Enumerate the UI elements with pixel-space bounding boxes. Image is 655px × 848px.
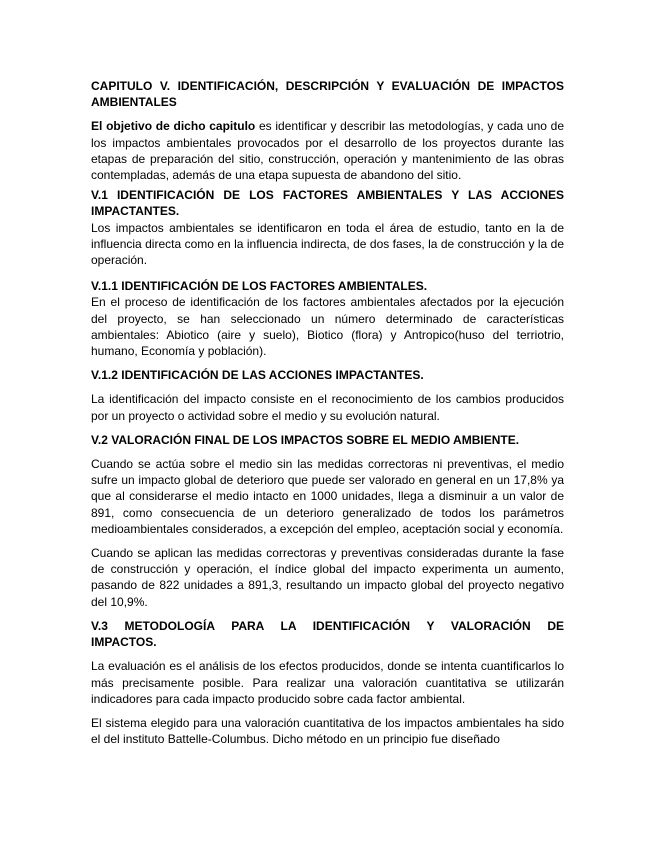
section-v3-paragraph-1: La evaluación es el análisis de los efectos producidos, donde se intenta cuantificarlos lo más precisamente posible. Para realizar una valoración cuantitativa se utilizarán indicadores para cada impacto producido sobre cada factor ambiental. bbox=[91, 659, 564, 706]
intro-paragraph bbox=[91, 118, 564, 183]
chapter-title: CAPITULO V. IDENTIFICACIÓN, DESCRIPCIÓN Y EVALUACIÓN DE IMPACTOS AMBIENTALES bbox=[91, 79, 564, 110]
section-heading-v2: V.2 VALORACIÓN FINAL DE LOS IMPACTOS SOBRE EL MEDIO AMBIENTE. bbox=[91, 432, 520, 447]
section-v1-paragraph: Los impactos ambientales se identificaron en toda el área de estudio, tanto en la de influencia directa como en la influencia indirecta, de dos fases, la de construcción y la de operación. bbox=[91, 220, 564, 268]
section-heading-v1-1: V.1.1 IDENTIFICACIÓN DE LOS FACTORES AMBIENTALES. bbox=[91, 279, 428, 294]
document-body bbox=[91, 78, 564, 747]
intro-bold-lead: El objetivo de dicho capitulo bbox=[91, 119, 256, 134]
section-v2-paragraph-2: Cuando se aplican las medidas correctoras y preventivas consideradas durante la fase de construcción y operación, el índice global del impacto experimenta un aumento, pasando de 822 unidades a 891,3, resultando un impacto global del proyecto negativo del 10,9%. bbox=[91, 546, 564, 609]
section-v1-2-paragraph: La identificación del impacto consiste en el reconocimiento de los cambios producidos por un proyecto o actividad sobre el medio y su evolución natural. bbox=[91, 392, 564, 423]
section-v2-paragraph-1: Cuando se actúa sobre el medio sin las medidas correctoras ni preventivas, el medio sufre un impacto global de deterioro que puede ser valorado en general en un 17,8% ya que al considerarse el medio intacto en 1000 unidades, llega a disminuir a un valor de 891, como consecuencia de un deterioro generalizado de todos los parámetros medioambientales considerados, a excepción del empleo, aceptación social y economía. bbox=[91, 457, 564, 536]
section-heading-v3: V.3 METODOLOGÍA PARA LA IDENTIFICACIÓN Y VALORACIÓN DE IMPACTOS. bbox=[91, 618, 564, 650]
section-heading-v1-2: V.1.2 IDENTIFICACIÓN DE LAS ACCIONES IMPACTANTES. bbox=[91, 368, 424, 383]
intro-text: es identificar y describir las metodologías, y cada uno de los impactos ambientales provocados por el desarrollo de los proyectos durante las etapas de preparación del sitio, construcción, operación y mantenimiento de las obras contempladas, además de una etapa supuesta de abandono del sitio. bbox=[91, 119, 564, 183]
section-heading-v1: V.1 IDENTIFICACIÓN DE LOS FACTORES AMBIENTALES Y LAS ACCIONES IMPACTANTES. bbox=[91, 188, 564, 219]
section-v3-paragraph-2: El sistema elegido para una valoración cuantitativa de los impactos ambientales ha sido el del instituto Battelle-Columbus. Dicho método en un principio fue diseñado bbox=[91, 715, 564, 747]
section-v1-1-paragraph: En el proceso de identificación de los factores ambientales afectados por la ejecución del proyecto, se han seleccionado un número determinado de características ambientales: Abiotico (aire y suelo), Biotico (flora) y Antropico(huso del terriotrio, humano, Economía y población). bbox=[91, 295, 564, 359]
